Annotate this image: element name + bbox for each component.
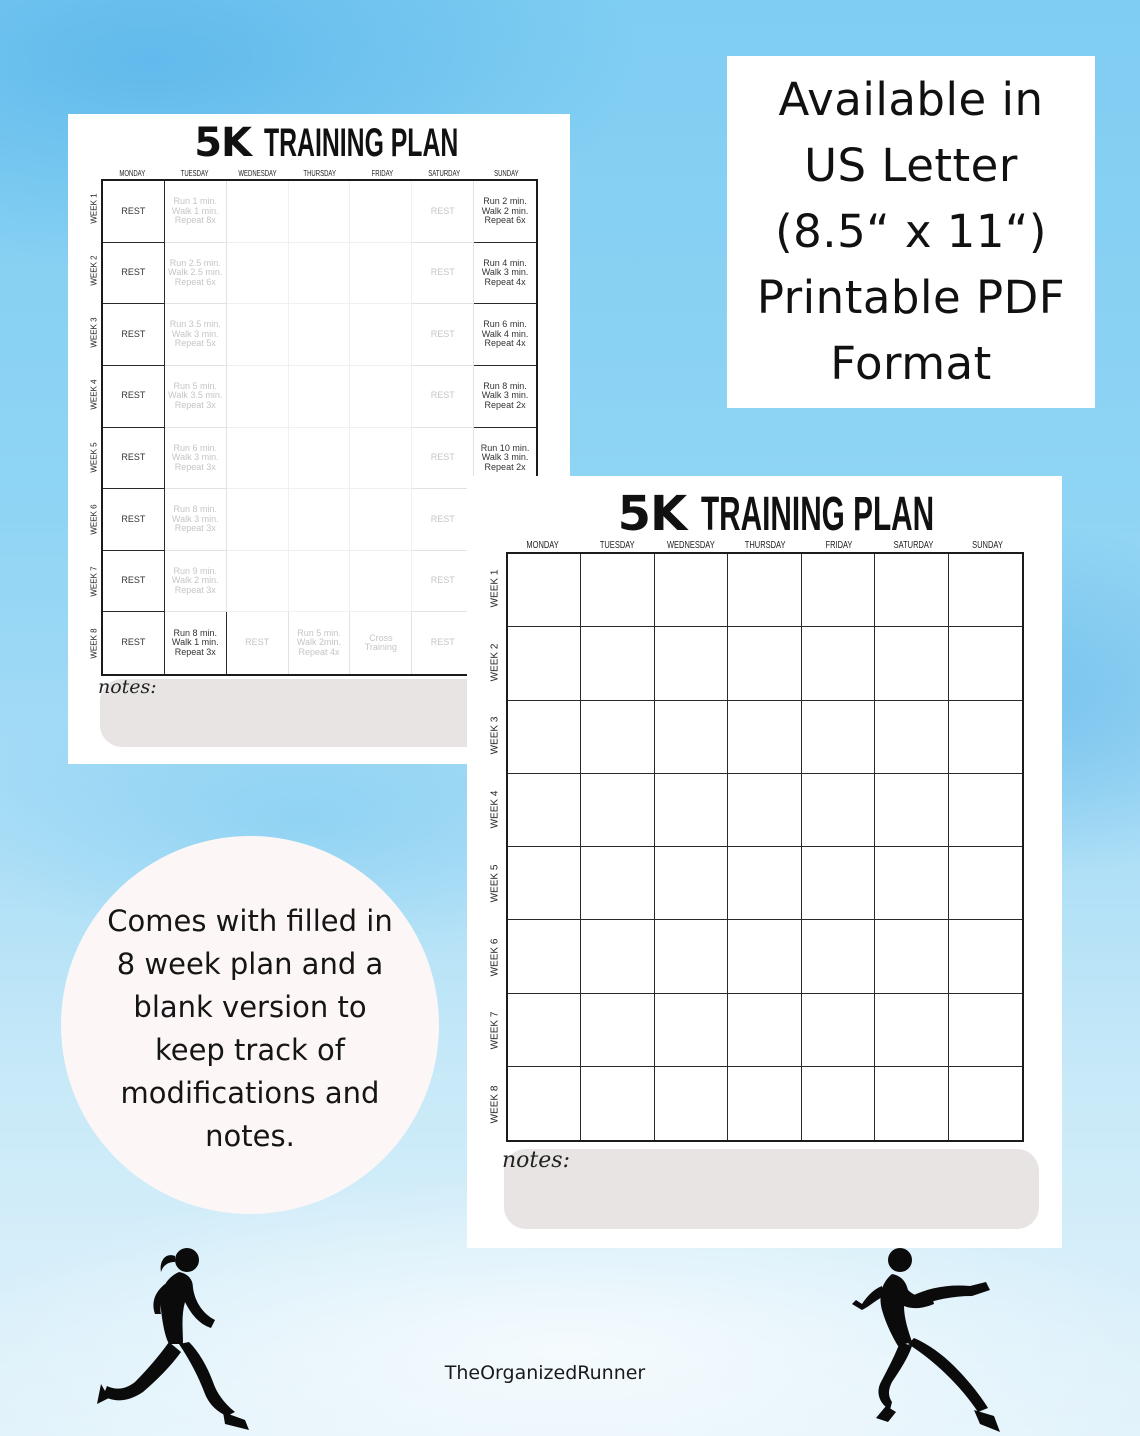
info-line: Printable PDF	[756, 271, 1066, 324]
plan-cell: Run 5 min. Walk 3.5 min. Repeat 3x	[165, 366, 227, 428]
plan-cell	[350, 243, 412, 305]
day-header-text: MONDAY	[119, 169, 146, 178]
plan-cell	[508, 774, 581, 847]
plan-cell	[289, 304, 351, 366]
plan-cell	[728, 920, 801, 993]
plan-cell	[802, 1067, 875, 1140]
week-label: WEEK 8	[89, 628, 99, 659]
plan-cell	[802, 920, 875, 993]
title-5k: 5K	[617, 486, 687, 542]
day-header-text: FRIDAY	[371, 169, 393, 178]
day-header	[351, 169, 413, 178]
plan-cell	[655, 554, 728, 627]
day-header	[289, 169, 351, 178]
plan-cell: Run 9 min. Walk 2 min. Repeat 3x	[165, 551, 227, 613]
day-header-text: MONDAY	[526, 540, 560, 551]
day-header	[164, 169, 226, 178]
brand-name: TheOrganizedRunner	[444, 1362, 646, 1384]
plan-cell	[802, 774, 875, 847]
info-line: US Letter	[804, 139, 1018, 192]
plan-cell: Run 8 min. Walk 3 min. Repeat 3x	[165, 489, 227, 551]
plan-cell	[802, 701, 875, 774]
week-label: WEEK 5	[89, 441, 99, 473]
plan-cell	[581, 554, 654, 627]
plan-cell	[581, 994, 654, 1067]
day-header	[506, 540, 580, 551]
plan-cell: Run 4 min. Walk 3 min. Repeat 4x	[474, 243, 536, 305]
week-label: WEEK 7	[489, 1011, 501, 1050]
plan-cell: REST	[103, 243, 165, 305]
plan-cell	[227, 489, 289, 551]
plan-cell: Run 8 min. Walk 1 min. Repeat 3x	[165, 612, 227, 674]
circle-line: Comes with filled in	[107, 904, 393, 938]
plan-cell: REST	[103, 612, 165, 674]
plan-cell	[949, 994, 1022, 1067]
plan-cell	[350, 428, 412, 490]
plan-cell	[581, 701, 654, 774]
plan-cell	[508, 920, 581, 993]
plan-cell: Run 6 min. Walk 3 min. Repeat 3x	[165, 428, 227, 490]
day-header-text: SATURDAY	[893, 540, 933, 551]
plan-cell	[508, 994, 581, 1067]
plan-cell	[802, 627, 875, 700]
plan-cell	[508, 1067, 581, 1140]
plan-cell	[949, 554, 1022, 627]
plan-cell	[728, 627, 801, 700]
plan-cell	[227, 366, 289, 428]
plan-cell	[875, 774, 948, 847]
plan-cell	[227, 181, 289, 243]
plan-cell	[508, 627, 581, 700]
week-label: WEEK 8	[489, 1085, 501, 1124]
plan-cell	[949, 774, 1022, 847]
week-label: WEEK 7	[89, 566, 99, 597]
week-label: WEEK 2	[489, 643, 501, 682]
info-line: (8.5“ x 11“)	[775, 205, 1047, 258]
day-header	[580, 540, 654, 551]
plan-cell	[655, 920, 728, 993]
plan-cell	[802, 847, 875, 920]
format-info-box	[727, 56, 1095, 408]
plan-cell	[655, 627, 728, 700]
day-header-text: TUESDAY	[180, 169, 209, 178]
day-header	[950, 540, 1024, 551]
day-header	[101, 169, 163, 178]
plan-cell	[289, 243, 351, 305]
plan-cell	[875, 1067, 948, 1140]
day-header-text: FRIDAY	[825, 540, 853, 551]
plan-cell: Run 2.5 min. Walk 2.5 min. Repeat 6x	[165, 243, 227, 305]
day-header-text: SUNDAY	[971, 540, 1003, 551]
plan-cell	[581, 774, 654, 847]
blank-grid	[506, 552, 1024, 1142]
plan-cell: REST	[412, 366, 474, 428]
notes-label: notes:	[98, 676, 157, 698]
plan-cell	[227, 243, 289, 305]
plan-cell	[655, 994, 728, 1067]
feature-circle	[61, 836, 439, 1214]
plan-cell	[949, 627, 1022, 700]
plan-cell: REST	[412, 551, 474, 613]
notes-label: notes:	[502, 1148, 570, 1173]
week-label: WEEK 4	[89, 379, 99, 411]
week-label: WEEK 3	[89, 317, 99, 348]
circle-line: notes.	[205, 1119, 295, 1153]
plan-cell: REST	[412, 612, 474, 674]
plan-cell	[289, 489, 351, 551]
day-header	[413, 169, 475, 178]
plan-cell	[581, 627, 654, 700]
plan-cell	[728, 774, 801, 847]
week-label: WEEK 4	[489, 790, 501, 829]
week-label: WEEK 6	[489, 938, 501, 977]
day-header	[654, 540, 728, 551]
sheet-title	[467, 486, 1062, 542]
plan-cell	[949, 1067, 1022, 1140]
week-label: WEEK 3	[489, 716, 501, 755]
day-header	[876, 540, 950, 551]
plan-cell	[227, 428, 289, 490]
running-man-silhouette-icon	[852, 1246, 1007, 1436]
plan-cell	[949, 701, 1022, 774]
plan-cell	[949, 920, 1022, 993]
plan-cell: Run 5 min. Walk 2min. Repeat 4x	[289, 612, 351, 674]
week-label: WEEK 5	[489, 864, 501, 903]
plan-cell	[655, 847, 728, 920]
day-header-text: SUNDAY	[494, 169, 520, 178]
plan-cell	[875, 627, 948, 700]
plan-cell: REST	[103, 181, 165, 243]
plan-cell	[508, 701, 581, 774]
plan-cell: Cross Training	[350, 612, 412, 674]
plan-cell	[875, 847, 948, 920]
plan-cell: Run 10 min. Walk 3 min. Repeat 2x	[474, 428, 536, 490]
plan-cell: Run 3.5 min. Walk 3 min. Repeat 5x	[165, 304, 227, 366]
plan-cell: REST	[412, 181, 474, 243]
plan-cell: REST	[103, 428, 165, 490]
plan-cell	[655, 1067, 728, 1140]
day-header-text: WEDNESDAY	[237, 169, 277, 178]
plan-cell	[728, 994, 801, 1067]
week-label: WEEK 6	[89, 504, 99, 535]
plan-cell	[875, 554, 948, 627]
day-header	[226, 169, 288, 178]
circle-line: blank version to	[133, 990, 367, 1024]
plan-cell	[728, 1067, 801, 1140]
plan-cell	[875, 701, 948, 774]
day-header-text: TUESDAY	[599, 540, 635, 551]
running-woman-silhouette-icon	[95, 1244, 260, 1434]
day-header	[728, 540, 802, 551]
week-label: WEEK 2	[89, 255, 99, 286]
circle-line: modifications and	[120, 1076, 380, 1110]
day-header-text: SATURDAY	[428, 169, 461, 178]
plan-cell	[289, 428, 351, 490]
plan-cell	[949, 847, 1022, 920]
plan-cell: Run 8 min. Walk 3 min. Repeat 2x	[474, 366, 536, 428]
day-header	[802, 540, 876, 551]
sheet-title	[68, 120, 570, 166]
plan-cell	[875, 920, 948, 993]
plan-cell: REST	[103, 366, 165, 428]
plan-cell: Run 1 min. Walk 1 min. Repeat 8x	[165, 181, 227, 243]
plan-cell	[802, 554, 875, 627]
plan-cell	[350, 304, 412, 366]
plan-cell	[227, 551, 289, 613]
blank-plan-sheet	[467, 476, 1062, 1248]
plan-cell: REST	[412, 428, 474, 490]
plan-cell: REST	[103, 489, 165, 551]
plan-cell	[655, 701, 728, 774]
plan-cell	[802, 994, 875, 1067]
circle-line: 8 week plan and a	[116, 947, 384, 981]
plan-cell	[289, 551, 351, 613]
info-line: Available in	[778, 73, 1044, 126]
info-line: Format	[830, 337, 992, 390]
plan-cell	[350, 551, 412, 613]
circle-line: keep track of	[154, 1033, 346, 1067]
title-training-plan: TRAINING PLAN	[701, 488, 935, 541]
plan-cell: REST	[412, 489, 474, 551]
plan-cell: Run 2 min. Walk 2 min. Repeat 6x	[474, 181, 536, 243]
title-training-plan: TRAINING PLAN	[263, 121, 459, 165]
plan-cell: REST	[103, 551, 165, 613]
plan-cell	[728, 554, 801, 627]
day-header-text: WEDNESDAY	[667, 540, 715, 551]
plan-cell: REST	[227, 612, 289, 674]
plan-cell	[350, 489, 412, 551]
plan-cell	[508, 847, 581, 920]
plan-cell	[875, 994, 948, 1067]
day-header-text: THURSDAY	[303, 169, 336, 178]
day-header	[476, 169, 538, 178]
plan-cell	[728, 701, 801, 774]
plan-cell	[289, 181, 351, 243]
notes-box	[504, 1149, 1039, 1229]
plan-cell: Run 6 min. Walk 4 min. Repeat 4x	[474, 304, 536, 366]
plan-cell	[508, 554, 581, 627]
plan-cell	[289, 366, 351, 428]
day-header-text: THURSDAY	[744, 540, 786, 551]
plan-cell	[655, 774, 728, 847]
plan-cell	[227, 304, 289, 366]
plan-cell	[350, 181, 412, 243]
plan-cell	[581, 847, 654, 920]
plan-cell: REST	[103, 304, 165, 366]
plan-cell: REST	[412, 243, 474, 305]
plan-cell	[581, 920, 654, 993]
week-label: WEEK 1	[89, 193, 99, 224]
plan-cell	[728, 847, 801, 920]
plan-cell	[581, 1067, 654, 1140]
plan-cell: REST	[412, 304, 474, 366]
week-label: WEEK 1	[489, 569, 501, 608]
title-5k: 5K	[194, 120, 252, 166]
plan-cell	[350, 366, 412, 428]
